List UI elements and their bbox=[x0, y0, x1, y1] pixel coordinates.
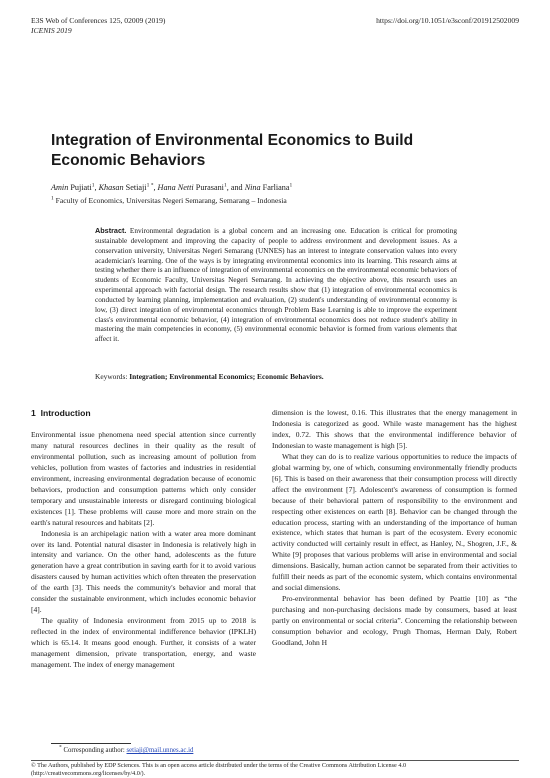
footnote: * Corresponding author: setiaji@mail.unnes.ac.id bbox=[59, 744, 194, 754]
section-heading: 1 Introduction bbox=[31, 408, 91, 418]
author: Nina Farliana$^1$ bbox=[244, 182, 293, 192]
author: Khasan Setiaji$^{1 *}$, bbox=[98, 182, 158, 192]
paragraph: The quality of Indonesia environment from 2015 up to 2018 is reflected in the index of environmental indifference behavior (IPKLH) which is 65.14. It means good enough. Further, it consists of a water management dimension, private transportation, energy, and waste management. The index of energy management bbox=[31, 616, 256, 670]
paragraph: Environmental issue phenomena need special attention since currently many natural resources declines in their quality as the result of environmental pollution, such as increasing amount of pollution from vehicles, pollution from wastes of factories and industries in residential environment, increasing environmental degradation because of economic behaviors, production and consumption patterns which only consider temporary and unsustainable interests or disregard continuing biological existences [1]. These problems will cause more and more strain on the earth's natural resources and habitats [2]. bbox=[31, 430, 256, 527]
journal-citation: E3S Web of Conferences 125, 02009 (2019) bbox=[31, 16, 166, 25]
left-column bbox=[31, 430, 256, 671]
abstract-label: Abstract. bbox=[95, 226, 127, 235]
paragraph: dimension is the lowest, 0.16. This illustrates that the energy management in Indonesia is categorized as good. While waste management has the highest index, 0.72. This shows that the environmental indifference behavior of Indonesian to waste management is high [5]. bbox=[272, 408, 517, 450]
footnote-rule bbox=[51, 743, 131, 744]
doi-link[interactable]: https://doi.org/10.1051/e3sconf/201912502009 bbox=[376, 16, 519, 25]
right-column bbox=[272, 408, 517, 649]
author-email-link[interactable]: setiaji@mail.unnes.ac.id bbox=[126, 747, 194, 754]
footer-rule bbox=[31, 760, 519, 761]
abstract bbox=[95, 226, 457, 345]
keywords-label: Keywords: bbox=[95, 372, 128, 381]
keywords bbox=[95, 372, 457, 382]
paragraph: Pro-environmental behavior has been defined by Peattie [10] as “the purchasing and non-purchasing decisions made by consumers, based at least partly on environmental or social criteria”. Concerning the relationship between consumption behavior and ecology, Prugh Thomas, Herman Daly, Robert Goodland, John H bbox=[272, 594, 517, 648]
author: Amin Pujiati$^1$, bbox=[51, 182, 99, 192]
conference-name: ICENIS 2019 bbox=[31, 26, 72, 35]
keywords-text: Integration; Environmental Economics; Economic Behaviors. bbox=[129, 372, 324, 381]
abstract-text: Environmental degradation is a global concern and an increasing one. Education is critical for promoting sustainable development and improving the capacity of people to address environment and development issues. As a conservation university, Universitas Negeri Semarang (UNNES) has an interest to integrate conservation values into every academician's learning. One of the ways is by integrating environmental economics into its learning. This research aims at testing whether there is an influence of integration of environmental economics on the environmental economic behaviors of students of Economic Faculty, Universitas Negeri Semarang. In achieving the objective above, this research uses an experimental approach with factorial design. The research results show that (1) integration of environmental economics is conducted by learning planning, implementation and evaluation, (2) student's understanding of environmental economy is low, (3) direct integration of environmental economics through Problem Base Learning is able to improve the experiment class's environmental economic behavior, (4) integration of environmental economics does not reduce student's ability in mastering the main competencies in economy, (5) environmental economic behavior is formed from various elements that affect it. bbox=[95, 227, 458, 344]
license-notice: © The Authors, published by EDP Sciences. This is an open access article distributed under the terms of the Creative Commons Attribution License 4.0 (http://creativecommons.org/licenses/by/4.0/). bbox=[31, 762, 407, 778]
author: Hana Netti Purasani$^1$, and bbox=[157, 182, 245, 192]
author-list bbox=[51, 182, 511, 193]
affiliation: $^1$ Faculty of Economics, Universitas Negeri Semarang, Semarang – Indonesia bbox=[51, 195, 287, 205]
paragraph: Indonesia is an archipelagic nation with a water area more dominant over its land. Potential natural disaster in Indonesia is relatively high in intensity and variance. On the other hand, adolescents as the future generation have a great contribution in saving earth for it to avoid various disasters caused by human activities which often threaten the preservation of the earth [3]. This needs the community's behavior and moral that consider the sustainable environment, which includes economic behavior [4]. bbox=[31, 528, 256, 615]
paper-title: Integration of Environmental Economics to Build Economic Behaviors bbox=[51, 132, 414, 169]
paragraph: What they can do is to realize various opportunities to reduce the impacts of global warming by, one of which, consuming environmentally friendly products [6]. This is based on their awareness that their consumption process will directly affect the environment [7]. Adolescent's awareness of consumption is formed because of their behavioral pattern of responsibility to the environment and respecting other existences on earth [8]. Behavior can be changed through the education process, starting with an understanding of the importance of human existence, which states that human is part of the ecosystem. Every economic activity conducted will certainly result in effect, as Hanley, N., Shogren, J.F., & White [9] proposes that various problems will arise in environmental and social dimensions. Basically, human action cannot be separated from their activities to fulfill their needs as part of the economic system, which contains environmental and social dimensions. bbox=[272, 451, 517, 593]
